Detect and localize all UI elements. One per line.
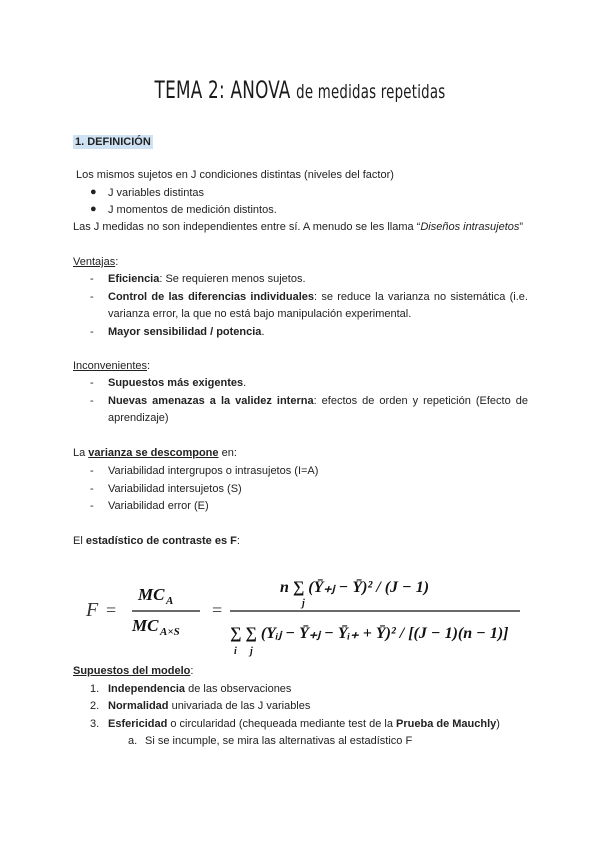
list-item: Variabilidad intergrupos o intrasujetos (I=A) [108, 465, 319, 477]
sub-list-letter: a. [128, 735, 138, 747]
mc-denominator-sub: A×S [160, 626, 180, 638]
list-number: 3. [90, 718, 100, 730]
bullet-icon: ● [90, 203, 97, 215]
list-item-continuation: varianza error, la que no está bajo manipulación experimental. [108, 308, 412, 320]
formula-equals: = [106, 600, 117, 620]
section-heading-ventajas: Ventajas: [73, 256, 119, 268]
bullet-icon: ● [90, 186, 97, 198]
dash-icon: - [90, 273, 94, 285]
dash-icon: - [90, 465, 94, 477]
section-heading-inconvenientes: Inconvenientes: [73, 360, 151, 372]
dash-icon: - [90, 291, 94, 303]
dash-icon: - [90, 483, 94, 495]
dash-icon: - [90, 377, 94, 389]
section-heading-definicion: 1. DEFINICIÓN [75, 136, 151, 148]
list-item-continuation: aprendizaje) [108, 412, 169, 424]
formula-equals-2: = [212, 600, 223, 620]
estadistico-intro: El estadístico de contraste es F: [73, 535, 240, 547]
mc-numerator-sub: A [166, 595, 174, 607]
list-item: Control de las diferencias individuales: se reduce la varianza no sistemática (i.e. [108, 291, 528, 303]
formula-lhs: F [86, 599, 99, 621]
mc-denominator: MC [132, 616, 159, 635]
list-item: Normalidad univariada de las J variables [108, 700, 311, 712]
definicion-intro: Los mismos sujetos en J condiciones distintas (niveles del factor) [76, 169, 394, 181]
big-denominator-sub-j: j [250, 646, 253, 657]
list-number: 2. [90, 700, 100, 712]
list-item: Independencia de las observaciones [108, 683, 292, 695]
formula-graphic [80, 560, 540, 670]
list-item: J momentos de medición distintos. [108, 204, 277, 216]
list-item: J variables distintas [108, 187, 204, 199]
section-heading-supuestos: Supuestos del modelo: [73, 665, 194, 677]
big-denominator-sub-i: i [234, 646, 237, 657]
sub-list-item: Si se incumple, se mira las alternativas al estadístico F [145, 735, 413, 747]
varianza-intro: La varianza se descompone en: [73, 447, 237, 459]
dash-icon: - [90, 500, 94, 512]
big-numerator: n ∑ (Ȳ₊ⱼ − Ȳ)² / (J − 1) [280, 579, 430, 596]
definicion-note: Las J medidas no son independientes entre sí. A menudo se les llama “Diseños intrasujetos” [73, 221, 524, 233]
mc-numerator: MC [138, 585, 165, 604]
list-item: Nuevas amenazas a la validez interna: efectos de orden y repetición (Efecto de [108, 395, 528, 407]
list-item: Mayor sensibilidad / potencia. [108, 326, 265, 338]
f-statistic-formula [80, 560, 540, 670]
dash-icon: - [90, 326, 94, 338]
big-numerator-sub: j [302, 598, 305, 609]
list-item: Supuestos más exigentes. [108, 377, 247, 389]
list-item: Esfericidad o circularidad (chequeada mediante test de la Prueba de Mauchly) [108, 718, 500, 730]
list-item: Variabilidad error (E) [108, 500, 209, 512]
dash-icon: - [90, 395, 94, 407]
list-item: Variabilidad intersujetos (S) [108, 483, 242, 495]
list-number: 1. [90, 683, 100, 695]
big-denominator: ∑ ∑ (Yᵢⱼ − Ȳ₊ⱼ − Ȳᵢ₊ + Ȳ)² / [(J − 1)(n − 1)] [230, 625, 509, 642]
list-item: Eficiencia: Se requieren menos sujetos. [108, 273, 306, 285]
page-title: TEMA 2: ANOVA de medidas repetidas [154, 76, 446, 104]
